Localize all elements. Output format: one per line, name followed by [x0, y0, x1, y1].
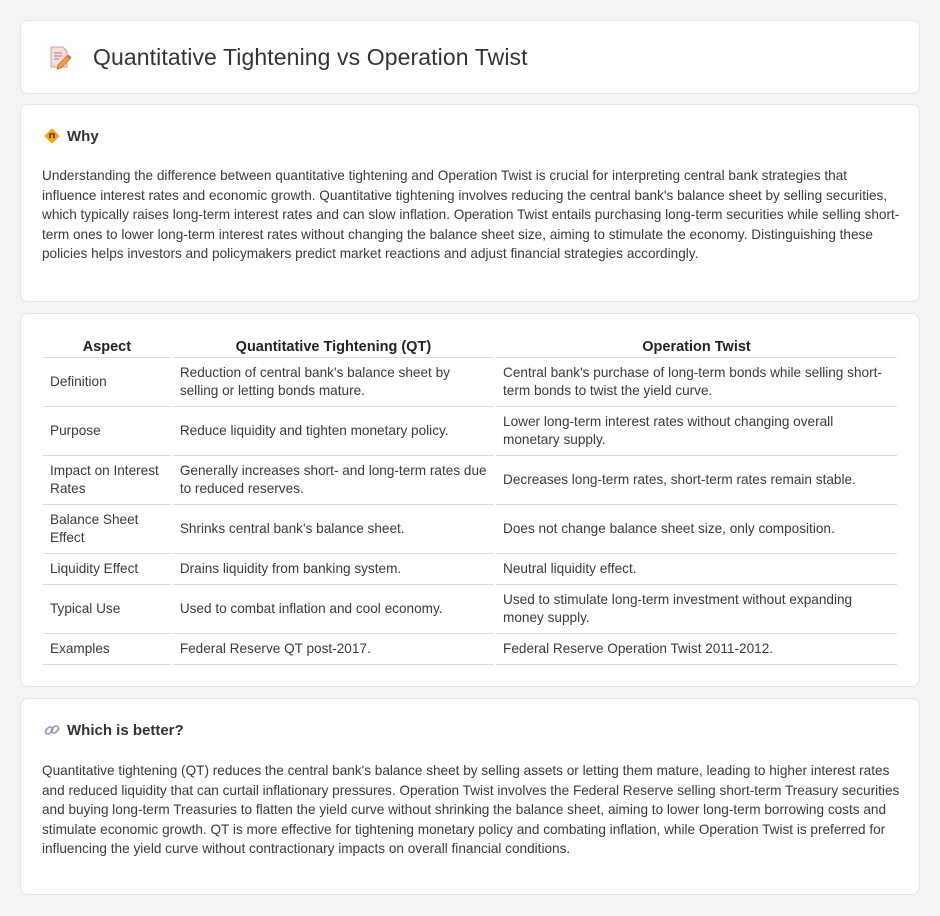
- table-row: [43, 585, 897, 634]
- twist-cell: Federal Reserve Operation Twist 2011-2012.: [496, 634, 897, 665]
- twist-cell: Central bank's purchase of long-term bonds while selling short-term bonds to twist the yield curve.: [496, 358, 897, 407]
- table-row: [43, 456, 897, 505]
- qt-cell: Federal Reserve QT post-2017.: [173, 634, 494, 665]
- aspect-cell: Typical Use: [43, 585, 171, 634]
- twist-cell: Decreases long-term rates, short-term rates remain stable.: [496, 456, 897, 505]
- qt-cell: Used to combat inflation and cool economy.: [173, 585, 494, 634]
- twist-cell: Lower long-term interest rates without changing overall monetary supply.: [496, 407, 897, 456]
- why-heading: [43, 127, 99, 145]
- table-header-row: [43, 334, 897, 358]
- page-title: Quantitative Tightening vs Operation Twist: [93, 43, 528, 70]
- table-row: [43, 407, 897, 456]
- header-qt: Quantitative Tightening (QT): [173, 334, 494, 358]
- qt-cell: Generally increases short- and long-term rates due to reduced reserves.: [173, 456, 494, 505]
- twist-cell: Neutral liquidity effect.: [496, 554, 897, 585]
- aspect-cell: Impact on Interest Rates: [43, 456, 171, 505]
- comparison-table: [41, 334, 899, 665]
- title-card: [20, 20, 920, 94]
- aspect-cell: Purpose: [43, 407, 171, 456]
- qt-cell: Reduction of central bank's balance sheet by selling or letting bonds mature.: [173, 358, 494, 407]
- road-sign-icon: [43, 127, 61, 145]
- header-operation-twist: Operation Twist: [496, 334, 897, 358]
- better-title: Which is better?: [67, 721, 184, 739]
- table-row: [43, 634, 897, 665]
- better-text: Quantitative tightening (QT) reduces the central bank's balance sheet by selling assets or letting them mature, leading to higher interest rates and reduced liquidity that can curtail inflationary pressures. Operation Twist involves the Federal Reserve selling short-term Treasury securities and buying long-term Treasuries to flatten the yield curve without shrinking the balance sheet, aiming to lower long-term borrowing costs and stimulate economic growth. QT is more effective for tightening monetary policy and combating inflation, while Operation Twist is preferred for influencing the yield curve without contractionary impacts on overall financial conditions.: [42, 763, 900, 856]
- link-icon: [43, 721, 61, 739]
- twist-cell: Used to stimulate long-term investment without expanding money supply.: [496, 585, 897, 634]
- comparison-card: [20, 313, 920, 687]
- qt-cell: Drains liquidity from banking system.: [173, 554, 494, 585]
- why-title: Why: [67, 127, 99, 145]
- better-heading: [43, 721, 184, 739]
- why-text: Understanding the difference between quantitative tightening and Operation Twist is crucial for interpreting central bank strategies that influence interest rates and economic growth. Quantitative tightening involves reducing the central bank's balance sheet by selling securities, which typically raises long-term interest rates and can slow inflation. Operation Twist entails purchasing long-term securities while selling short-term ones to lower long-term interest rates without changing the balance sheet size, aiming to stimulate the economy. Distinguishing these policies helps investors and policymakers predict market reactions and adjust financial strategies accordingly.: [42, 168, 900, 261]
- which-is-better-section: [20, 698, 920, 895]
- aspect-cell: Definition: [43, 358, 171, 407]
- table-row: [43, 358, 897, 407]
- header-aspect: Aspect: [43, 334, 171, 358]
- aspect-cell: Balance Sheet Effect: [43, 505, 171, 554]
- twist-cell: Does not change balance sheet size, only composition.: [496, 505, 897, 554]
- document-pencil-icon: [47, 44, 73, 70]
- aspect-cell: Liquidity Effect: [43, 554, 171, 585]
- qt-cell: Reduce liquidity and tighten monetary policy.: [173, 407, 494, 456]
- qt-cell: Shrinks central bank's balance sheet.: [173, 505, 494, 554]
- table-row: [43, 554, 897, 585]
- why-section: [20, 104, 920, 302]
- aspect-cell: Examples: [43, 634, 171, 665]
- table-row: [43, 505, 897, 554]
